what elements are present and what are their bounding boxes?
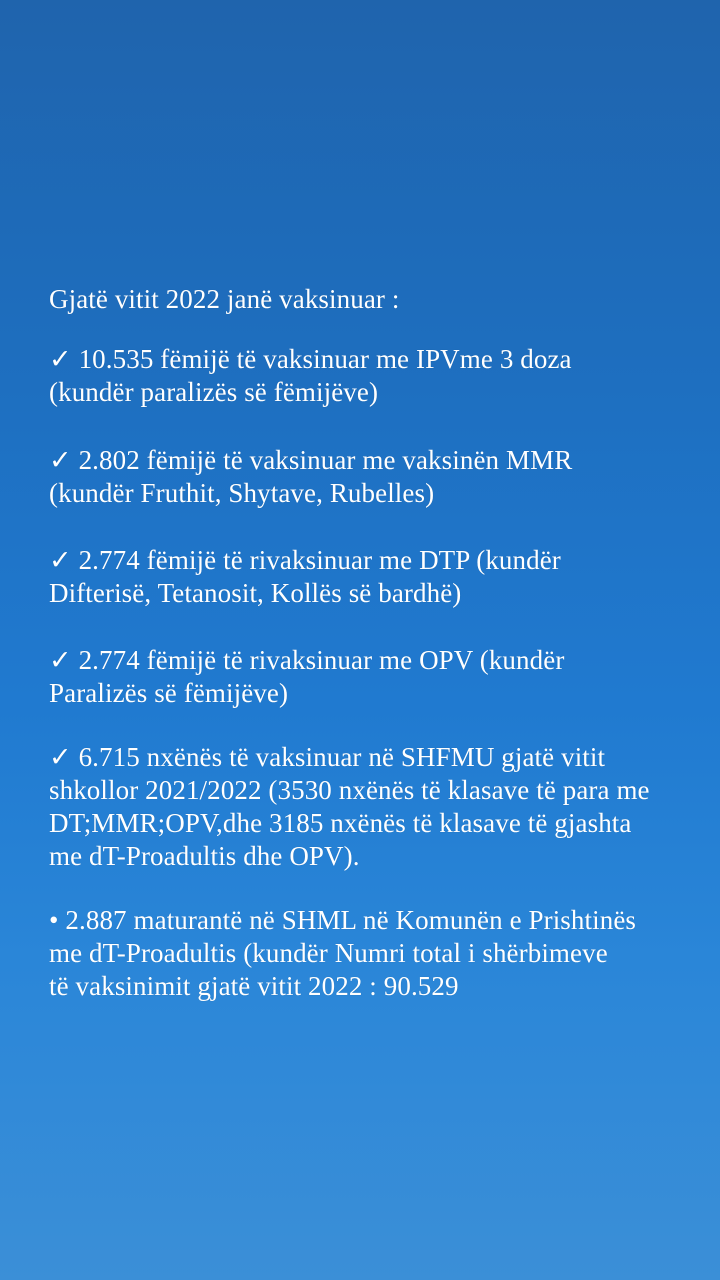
item-2-line-2: (kundër Fruthit, Shytave, Rubelles) [49,478,435,508]
item-5-line-4: me dT-Proadultis dhe OPV). [49,841,360,871]
item-6-line-2: me dT-Proadultis (kundër Numri total i shërbimeve [49,938,608,968]
item-4-line-1: ✓ 2.774 fëmijë të rivaksinuar me OPV (kundër [49,645,565,675]
item-5-line-1: ✓ 6.715 nxënës të vaksinuar në SHFMU gjatë vitit [49,742,606,772]
item-5-line-2: shkollor 2021/2022 (3530 nxënës të klasave të para me [49,775,650,805]
item-4-line-2: Paralizës së fëmijëve) [49,678,289,708]
item-3-line-2: Difterisë, Tetanosit, Kollës së bardhë) [49,578,462,608]
item-1-line-2: (kundër paralizës së fëmijëve) [49,377,379,407]
heading: Gjatë vitit 2022 janë vaksinuar : [49,284,400,314]
item-1-line-1: ✓ 10.535 fëmijë të vaksinuar me IPVme 3 doza [49,344,572,374]
item-6-line-3: të vaksinimit gjatë vitit 2022 : 90.529 [49,971,459,1001]
item-3-line-1: ✓ 2.774 fëmijë të rivaksinuar me DTP (kundër [49,545,561,575]
item-2-line-1: ✓ 2.802 fëmijë të vaksinuar me vaksinën MMR [49,445,573,475]
item-6-line-1: • 2.887 maturantë në SHML në Komunën e Prishtinës [49,905,637,935]
item-5-line-3: DT;MMR;OPV,dhe 3185 nxënës të klasave të gjashta [49,808,632,838]
